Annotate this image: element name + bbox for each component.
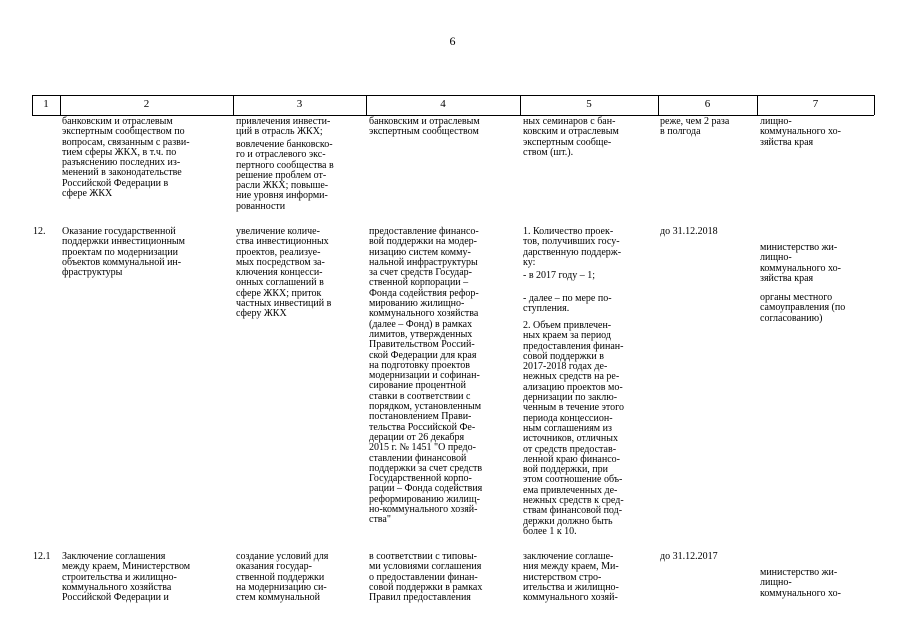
row12-col5-item-4: 2. Объем привлечен- ных краем за период предоставления финан- совой поддержки в 2017-2018 годах де- нежных средств на ре- ализацию проектов мо- дернизации по заклю- ченным в течение этого периода концессион- ным соглашениям из источников, отличных от средств предостав- ленной краю финансо- вой поддержки, при этом соотношение объ- ема привлеченных де- нежных средств к сред- ствам финансовой под- держки должно быть более 1 к 10.	[523, 320, 624, 537]
column-divider	[874, 95, 875, 115]
row0-col5-text: ных семинаров с бан- ковским и отраслевым экспертным сообще- ством (шт.).	[523, 116, 619, 158]
row12-col2-text: Оказание государственной поддержки инвестиционным проектам по модернизации объектов коммунальной ин- фраструктуры	[62, 226, 185, 279]
row12-1-number: 12.1	[33, 551, 51, 562]
row0-col3-text-a: привлечения инвести- ций в отрасль ЖКХ;	[236, 116, 331, 138]
header-col-7: 7	[812, 98, 819, 110]
row12-1-col4-text: в соответствии с типовы- ми условиями соглашения о предоставлении финан- совой поддержки в рамках Правил предоставления	[369, 551, 483, 604]
header-col-3: 3	[296, 98, 303, 110]
row12-1-col2-text: Заключение соглашения между краем, Министерством строительства и жилищно- коммунального хозяйства Российской Федерации и	[62, 551, 191, 604]
row0-col2-text: банковским и отраслевым экспертным сообществом по вопросам, связанным с разви- тием сферы ЖКХ, в т.ч. по разъяснению последних из- менений в законодательстве Российской Федерации в сфере ЖКХ	[62, 116, 190, 200]
row12-col5-item-1: 1. Количество проек- тов, получивших госу- дарственную поддерж- ку:	[523, 226, 622, 268]
row12-number: 12.	[33, 226, 46, 237]
row12-col3-text: увеличение количе- ства инвестиционных проектов, реализуе- мых посредством за- ключения концесси- онных соглашений в сфере ЖКХ; приток частных инвестиций в сферу ЖКХ	[236, 226, 332, 320]
row12-col7-responsible-a: министерство жи- лищно- коммунального хо- зяйства края	[760, 242, 841, 284]
header-col-4: 4	[440, 98, 446, 110]
row12-col5-item-3: - далее – по мере по- ступления.	[523, 293, 612, 315]
header-col-1: 1	[43, 98, 49, 110]
row12-col5-item-2: - в 2017 году – 1;	[523, 270, 595, 281]
row0-col7-text: лищно- коммунального хо- зяйства края	[760, 116, 841, 148]
row0-col6-text: реже, чем 2 раза в полгода	[660, 116, 730, 138]
row12-col7-responsible-b: органы местного самоуправления (по согласованию)	[760, 292, 846, 324]
row0-col3-text-b: вовлечение банковско- го и отраслевого экс- пертного сообщества в решение проблем от- расли ЖКХ; повыше- ние уровня информи- рованности	[236, 139, 334, 212]
row12-1-col5-text: заключение соглаше- ния между краем, Ми- нистерством стро- ительства и жилищно- коммунального хозяй-	[523, 551, 619, 604]
header-col-2: 2	[143, 98, 150, 110]
row0-col4-text: банковским и отраслевым экспертным сообществом	[369, 116, 480, 138]
page-number: 6	[449, 34, 456, 48]
row12-1-col3-text: создание условий для оказания государ- ственной поддержки на модернизацию си- стем коммунальной	[236, 551, 329, 604]
row12-col4-text: предоставление финансо- вой поддержки на модер- низацию систем комму- нальной инфраструктуры за счет средств Государ- ственной корпорации – Фонда содействия рефор- мированию жилищно- коммунального хозяйства (далее – Фонд) в рамках лимитов, утвержденных Правительством Россий- ской Федерации для края на подготовку проектов модернизации и софинан- сирование процентной ставки в соответствии с порядком, установленным постановлением Прави- тельства Российской Фе- дерации от 26 декабря 2015 г. № 1451 "О предо- ставлении финансовой поддержки за счет средств Государственной корпо- рации – Фонда содействия реформированию жилищ- но-коммунального хозяй- ства"	[369, 226, 483, 526]
row12-1-col6-deadline: до 31.12.2017	[660, 551, 718, 562]
header-col-6: 6	[704, 98, 711, 110]
row12-1-col7-responsible: министерство жи- лищно- коммунального хо-	[760, 567, 841, 599]
header-col-5: 5	[586, 98, 592, 110]
row12-col6-deadline: до 31.12.2018	[660, 226, 718, 237]
